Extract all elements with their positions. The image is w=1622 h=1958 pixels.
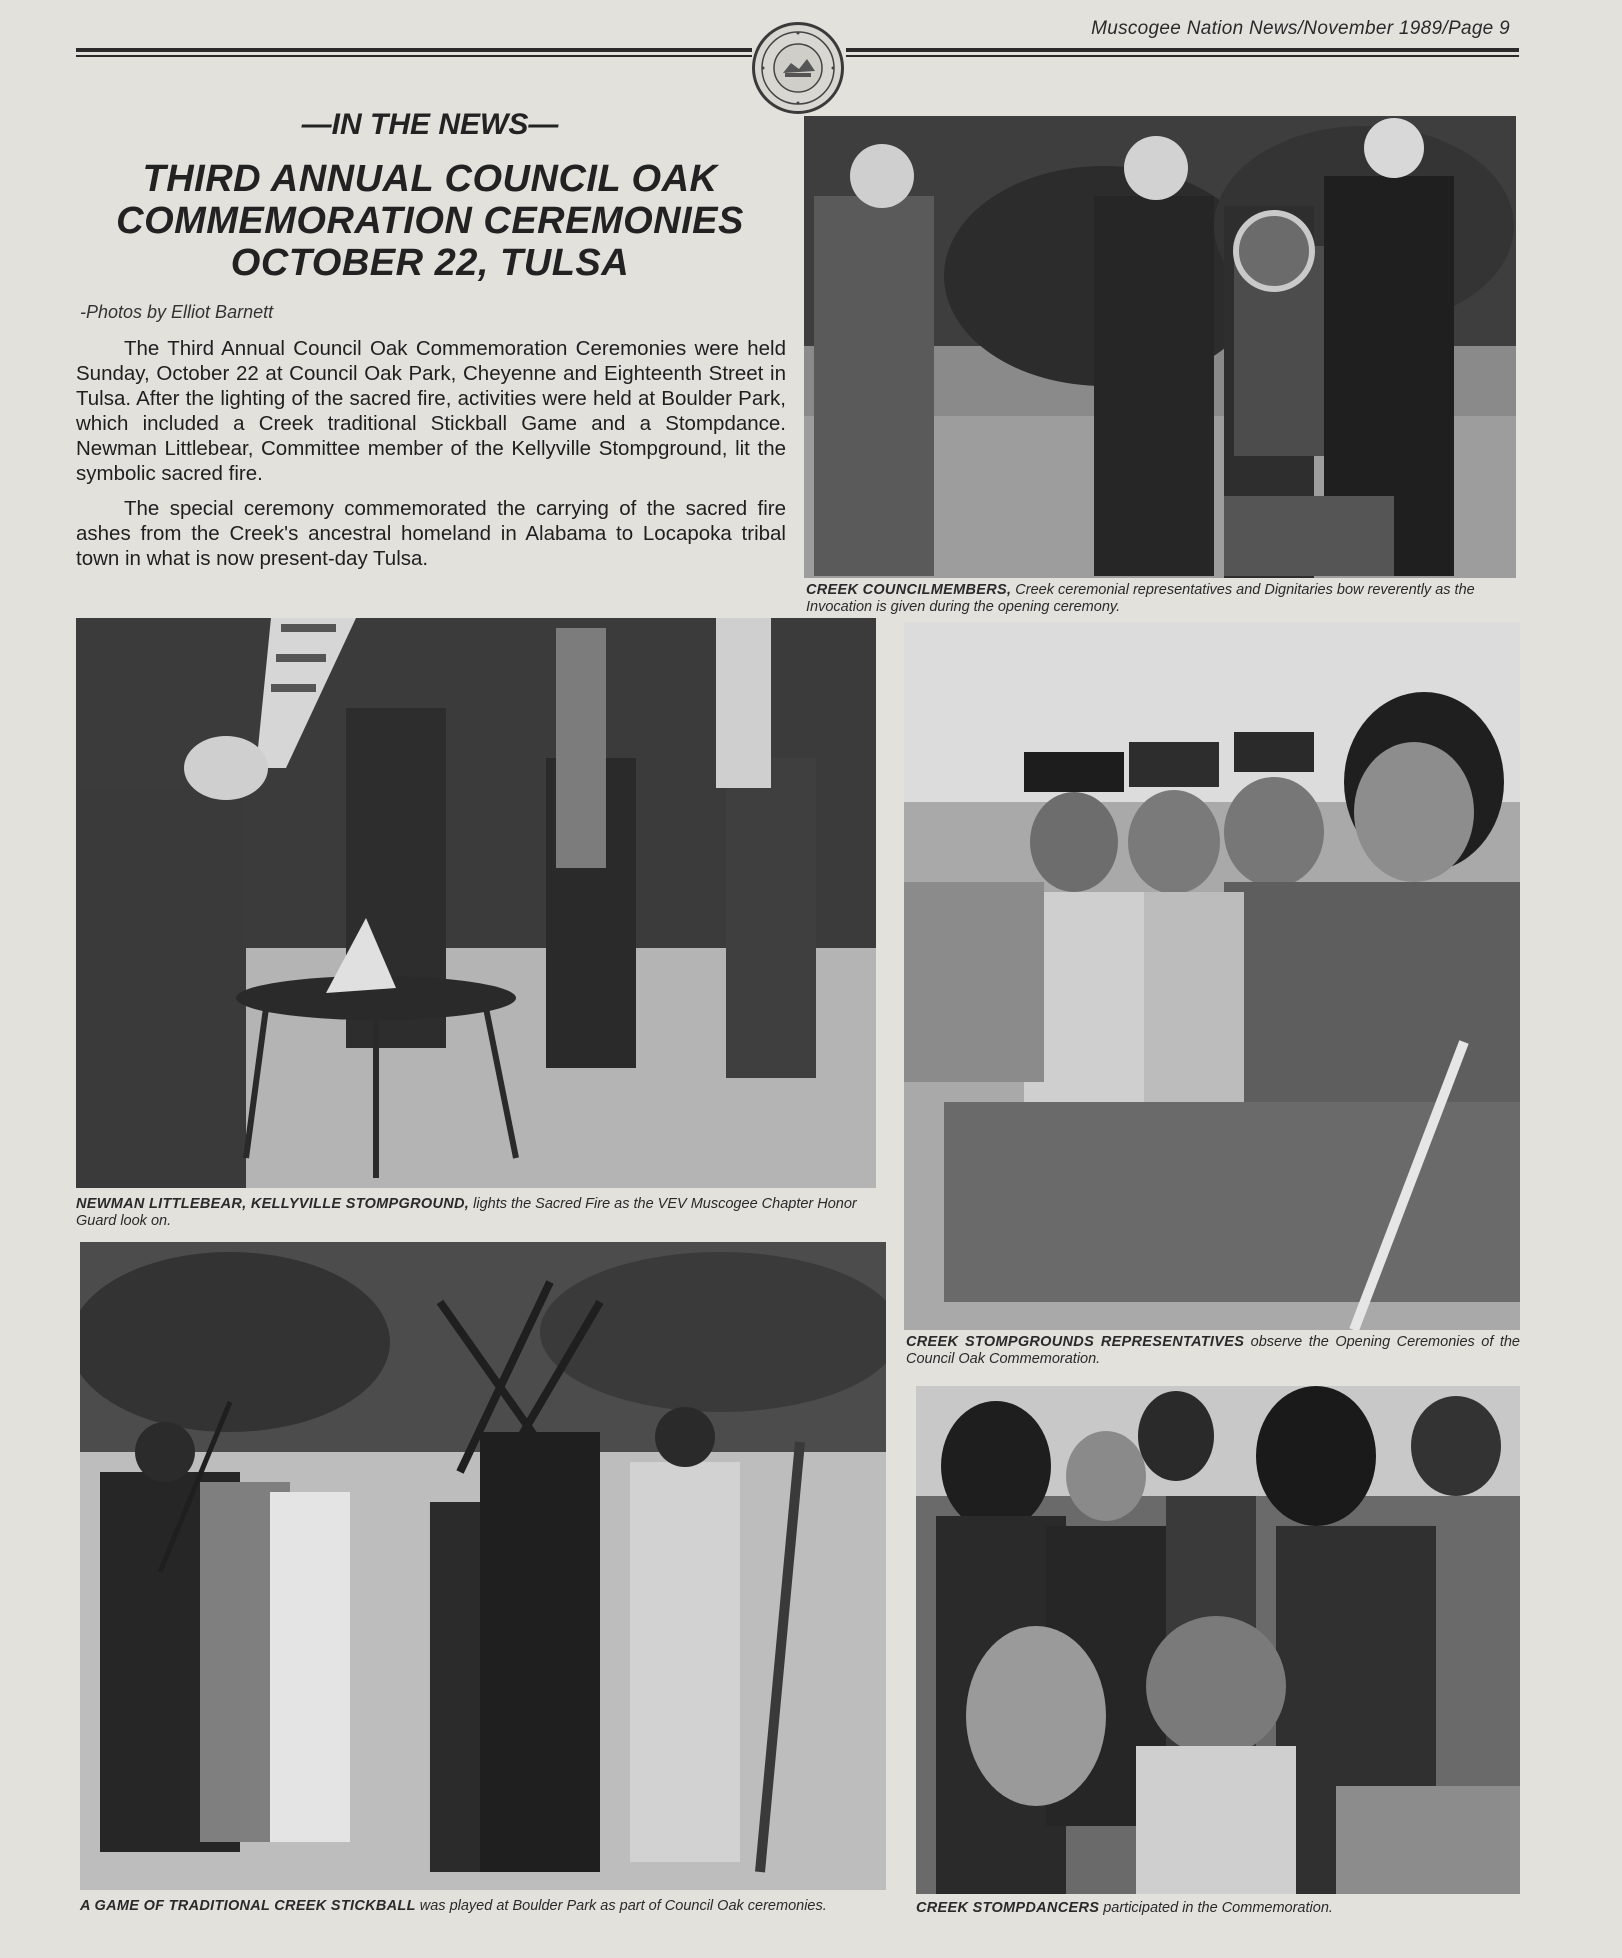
article-paragraph: The Third Annual Council Oak Commemoration Ceremonies were held Sunday, October 22 at Council Oak Park, Cheyenne and Eighteenth Street in Tulsa. After the lighting of the sacred fire, activities were held at Boulder Park, which included a Creek traditional Stickball Game and a Stompdance. Newman Littlebear, Committee member of the Kellyville Stompground, lit the symbolic sacred fire.: [76, 337, 786, 485]
photo-stompdancers: [916, 1386, 1520, 1894]
photo-stickball-game: [80, 1242, 886, 1890]
caption-councilmembers: [806, 582, 1518, 616]
photo-stompgrounds-representatives: [904, 622, 1520, 1330]
caption-text: lights the Sacred Fire as the VEV Muscogee Chapter Honor Guard look on.: [76, 1196, 857, 1229]
caption-lead: CREEK STOMPGROUNDS REPRESENTATIVES: [906, 1334, 1245, 1350]
caption-littlebear: [76, 1196, 884, 1230]
caption-lead: CREEK STOMPDANCERS: [916, 1900, 1100, 1916]
header-rule-left: [76, 48, 752, 57]
caption-lead: A GAME OF TRADITIONAL CREEK STICKBALL: [80, 1898, 416, 1914]
caption-lead: NEWMAN LITTLEBEAR, KELLYVILLE STOMPGROUND,: [76, 1196, 470, 1212]
article-paragraph: The special ceremony commemorated the carrying of the sacred fire ashes from the Creek's ancestral homeland in Alabama to Locapoka tribal town in what is now present-day Tulsa.: [76, 497, 786, 570]
caption-stickball: [80, 1898, 900, 1915]
running-head: Muscogee Nation News/November 1989/Page 9: [1091, 18, 1510, 39]
caption-stompgrounds: [906, 1334, 1520, 1368]
seal-icon: [752, 22, 844, 114]
photo-sacred-fire: [76, 618, 876, 1188]
photo-credit: -Photos by Elliot Barnett: [80, 302, 274, 322]
headline-line: THIRD ANNUAL COUNCIL OAK: [142, 158, 718, 200]
caption-text: Creek ceremonial representatives and Dignitaries bow reverently as the Invocation is given during the opening ceremony.: [806, 582, 1475, 615]
caption-text: was played at Boulder Park as part of Council Oak ceremonies.: [415, 1898, 827, 1914]
headline: [76, 158, 784, 284]
caption-text: participated in the Commemoration.: [1099, 1900, 1333, 1916]
article-body: [76, 336, 786, 581]
caption-text: observe the Opening Ceremonies of the Council Oak Commemoration.: [906, 1334, 1520, 1367]
caption-lead: CREEK COUNCILMEMBERS,: [806, 582, 1012, 598]
photo-councilmembers: [804, 116, 1516, 578]
headline-line: OCTOBER 22, TULSA: [230, 242, 630, 284]
headline-line: COMMEMORATION CEREMONIES: [116, 200, 744, 242]
section-kicker: —IN THE NEWS—: [301, 108, 559, 141]
header-rule-right: [846, 48, 1519, 57]
caption-stompdancers: [916, 1900, 1526, 1917]
